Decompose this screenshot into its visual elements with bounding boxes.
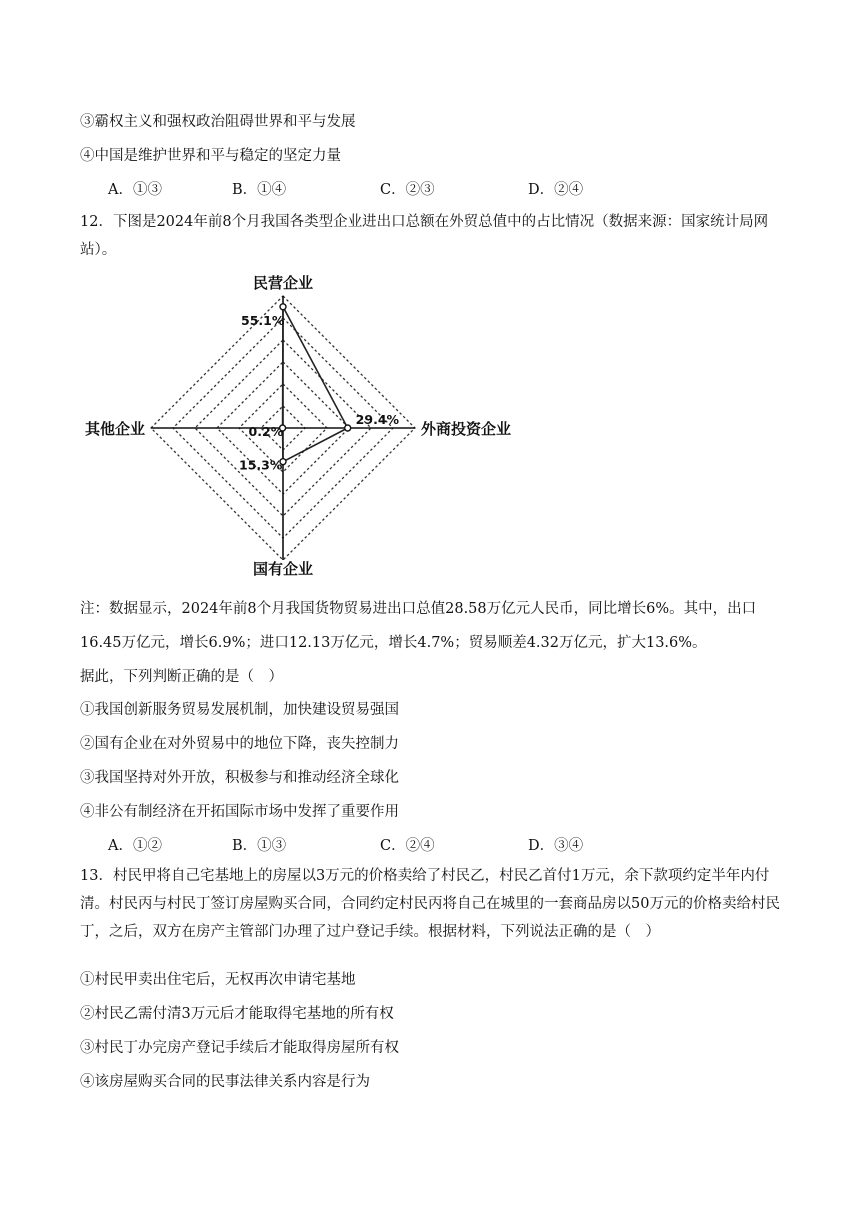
q13-item-3: ③村民丁办完房产登记手续后才能取得房屋所有权 <box>80 1040 399 1056</box>
q12-item-4: ④非公有制经济在开拓国际市场中发挥了重要作用 <box>80 804 399 820</box>
axis-label: 外商投资企业 <box>421 420 512 438</box>
q12-item-3: ③我国坚持对外开放，积极参与和推动经济全球化 <box>80 770 399 786</box>
q11-item-4: ④中国是维护世界和平与稳定的坚定力量 <box>80 148 341 164</box>
q12-option-b: B．①③ <box>232 838 287 854</box>
q12-stem: 12．下图是2024年前8个月我国各类型企业进出口总额在外贸总值中的占比情况（数据来源：国家统计局网站）。 <box>80 214 769 258</box>
q13-item-4: ④该房屋购买合同的民事法律关系内容是行为 <box>80 1074 370 1090</box>
radar-chart <box>80 270 520 590</box>
data-point <box>280 304 286 310</box>
q12-item-1: ①我国创新服务贸易发展机制，加快建设贸易强国 <box>80 702 399 718</box>
data-polygon <box>283 307 348 462</box>
q13-stem: 13．村民甲将自己宅基地上的房屋以3万元的价格卖给了村民乙，村民乙首付1万元，余下款项约定半年内付清。村民丙与村民丁签订房屋购买合同，合同约定村民丙将自己在城里的一套商品房以50万元的价格卖给村民丁，之后，双方在房产主管部门办理了过户登记手续。根据材料，下列说法正确的是（ ） <box>80 868 780 940</box>
value-label: 55.1% <box>241 312 285 328</box>
q11-option-c: C．②③ <box>380 182 435 198</box>
value-label: 15.3% <box>239 457 283 473</box>
value-label: 0.2% <box>248 424 284 439</box>
q12-item-2: ②国有企业在对外贸易中的地位下降，丧失控制力 <box>80 736 399 752</box>
value-label: 29.4% <box>355 412 400 427</box>
q13-item-2: ②村民乙需付清3万元后才能取得宅基地的所有权 <box>80 1006 394 1022</box>
q12-note-line1: 注：数据显示，2024年前8个月我国货物贸易进出口总值28.58万亿元人民币，同比增长6%。其中，出口 <box>80 601 757 617</box>
q11-option-b: B．①④ <box>232 182 287 198</box>
q12-option-a: A．①② <box>108 838 162 854</box>
q12-option-d: D．③④ <box>528 838 584 854</box>
axis-label: 国有企业 <box>252 560 314 578</box>
q11-item-3: ③霸权主义和强权政治阻碍世界和平与发展 <box>80 114 356 130</box>
q13-item-1: ①村民甲卖出住宅后，无权再次申请宅基地 <box>80 972 356 988</box>
axis-label: 其他企业 <box>84 420 145 438</box>
q12-prompt: 据此，下列判断正确的是（ ） <box>80 669 283 685</box>
axis-label: 民营企业 <box>252 274 314 292</box>
data-point <box>345 425 351 431</box>
q12-note-line2: 16.45万亿元，增长6.9%；进口12.13万亿元，增长4.7%；贸易顺差4.32万亿元，扩大13.6%。 <box>80 635 707 651</box>
q12-option-c: C．②④ <box>380 838 435 854</box>
q11-option-a: A．①③ <box>108 182 162 198</box>
q11-option-d: D．②④ <box>528 182 584 198</box>
